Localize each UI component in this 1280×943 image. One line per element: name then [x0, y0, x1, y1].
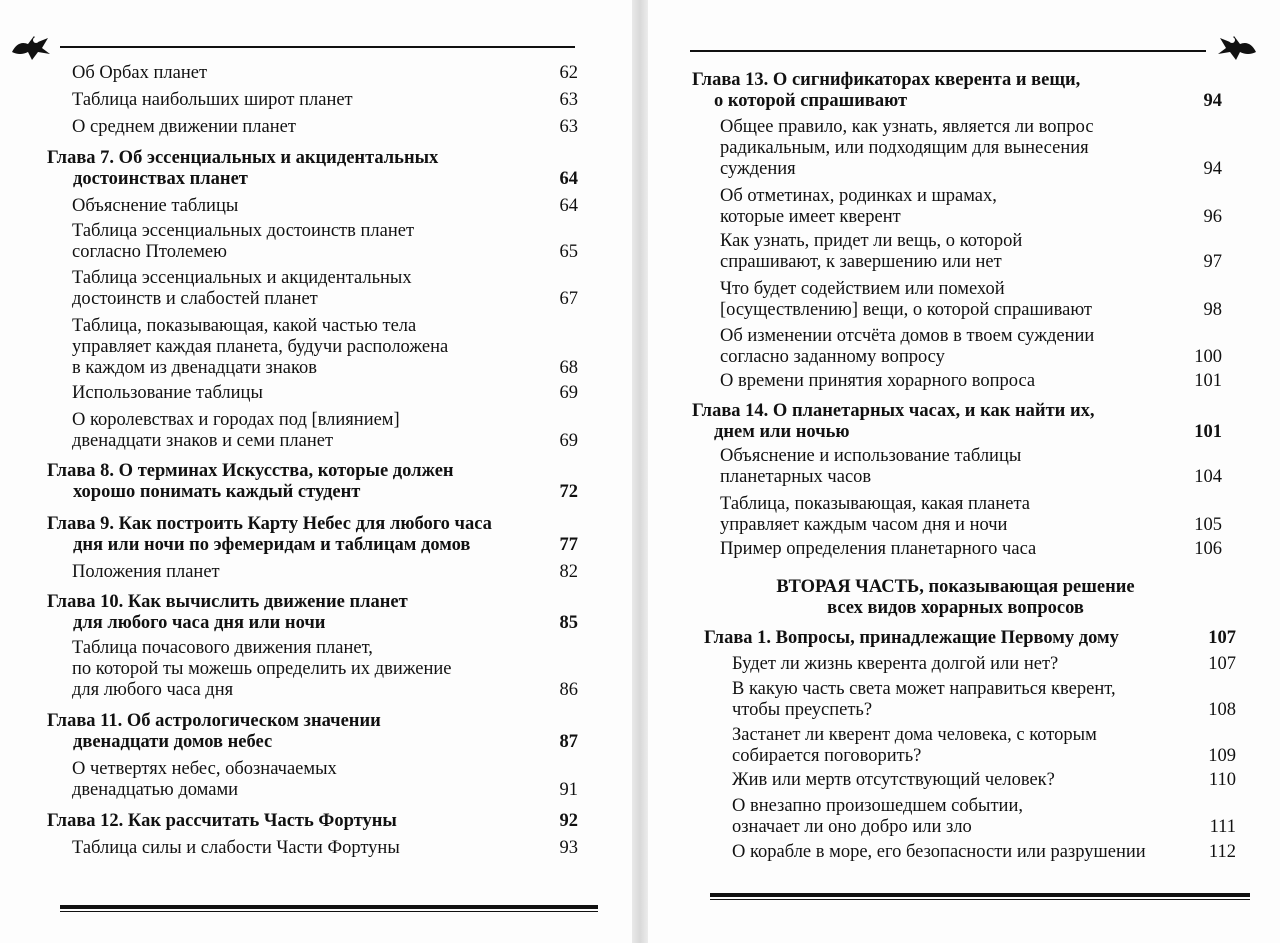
page-number: 64 — [559, 169, 578, 189]
entry-line: О четвертях небес, обозначаемых — [72, 759, 337, 779]
entry-line: [осуществлению] вещи, о которой спрашивают — [720, 300, 1093, 320]
chapter-heading — [47, 461, 454, 503]
page-number: 94 — [1203, 91, 1222, 111]
page-number: 63 — [559, 90, 578, 110]
toc-entry — [72, 383, 263, 404]
entry-line: Как узнать, придет ли вещь, о которой — [720, 231, 1023, 251]
toc-entry — [720, 231, 1022, 273]
entry-line: Глава 9. Как построить Карту Небес для любого часа — [47, 514, 492, 534]
toc-entry — [720, 279, 1092, 321]
entry-line: днем или ночью — [714, 422, 850, 442]
toc-entry — [72, 838, 400, 859]
page-number: 96 — [1203, 207, 1222, 227]
toc-entry — [72, 638, 452, 701]
toc-entry — [72, 410, 400, 452]
entry-line: достоинствах планет — [73, 169, 248, 189]
entry-line: О среднем движении планет — [72, 117, 296, 137]
chapter-heading — [47, 148, 438, 190]
page-number: 106 — [1194, 539, 1222, 559]
toc-entry — [720, 539, 1036, 560]
entry-line: Пример определения планетарного часа — [720, 539, 1037, 559]
entry-line: для любого часа дня — [72, 680, 234, 700]
entry-line: Об изменении отсчёта домов в твоем суждении — [720, 326, 1095, 346]
chapter-heading — [47, 514, 492, 556]
top-rule — [60, 46, 575, 48]
toc-entry — [72, 196, 238, 217]
entry-line: Таблица эссенциальных и акцидентальных — [72, 268, 412, 288]
entry-line: суждения — [720, 159, 796, 179]
toc-entry — [72, 759, 337, 801]
page-number: 107 — [1208, 654, 1236, 674]
entry-line: двенадцати знаков и семи планет — [72, 431, 334, 451]
toc-entry — [720, 117, 1094, 180]
entry-line: Застанет ли кверент дома человека, с которым — [732, 725, 1097, 745]
entry-line: дня или ночи по эфемеридам и таблицам домов — [73, 535, 471, 555]
toc-entry — [72, 562, 220, 583]
entry-line: Объяснение таблицы — [72, 196, 239, 216]
toc-entry — [720, 371, 1035, 392]
entry-line: согласно Птолемею — [72, 242, 227, 262]
entry-line: согласно заданному вопросу — [720, 347, 945, 367]
entry-line: о которой спрашивают — [714, 91, 908, 111]
bottom-rule — [710, 893, 1250, 900]
entry-line: Глава 7. Об эссенциальных и акцидентальных — [47, 148, 439, 168]
page-number: 104 — [1194, 467, 1222, 487]
entry-line: Таблица эссенциальных достоинств планет — [72, 221, 415, 241]
chapter-heading — [47, 711, 381, 753]
page-number: 77 — [559, 535, 578, 555]
entry-line: в каждом из двенадцати знаков — [72, 358, 318, 378]
part-heading-line: всех видов хорарных вопросов — [827, 598, 1084, 618]
entry-line: которые имеет кверент — [720, 207, 901, 227]
gutter — [632, 0, 648, 943]
page-number: 94 — [1203, 159, 1222, 179]
entry-line: хорошо понимать каждый студент — [73, 482, 361, 502]
entry-line: Таблица, показывающая, какая планета — [720, 494, 1030, 514]
chapter-heading — [47, 811, 397, 832]
toc-entry — [72, 221, 414, 263]
entry-line: Таблица силы и слабости Части Фортуны — [72, 838, 400, 858]
entry-line: управляет каждая планета, будучи расположена — [72, 337, 449, 357]
toc-entry — [72, 316, 448, 379]
page-number: 68 — [559, 358, 578, 378]
toc-entry — [732, 796, 1023, 838]
page-number: 105 — [1194, 515, 1222, 535]
page-number: 93 — [559, 838, 578, 858]
page-number: 67 — [559, 289, 578, 309]
chapter-heading — [47, 592, 408, 634]
page-number: 108 — [1208, 700, 1236, 720]
page-number: 107 — [1208, 628, 1236, 648]
page-number: 72 — [559, 482, 578, 502]
ornament-icon — [1214, 30, 1260, 64]
entry-line: Положения планет — [72, 562, 220, 582]
entry-line: О королевствах и городах под [влиянием] — [72, 410, 400, 430]
page-number: 86 — [559, 680, 578, 700]
page-number: 64 — [559, 196, 578, 216]
entry-line: Таблица, показывающая, какой частью тела — [72, 316, 417, 336]
page-number: 87 — [559, 732, 578, 752]
entry-line: Будет ли жизнь кверента долгой или нет? — [732, 654, 1059, 674]
toc-entry — [72, 90, 353, 111]
entry-line: по которой ты можешь определить их движение — [72, 659, 452, 679]
entry-line: Глава 14. О планетарных часах, и как найти их, — [692, 401, 1095, 421]
toc-entry — [720, 446, 1021, 488]
toc-entry — [72, 268, 412, 310]
toc-entry — [72, 117, 296, 138]
page-number: 69 — [559, 431, 578, 451]
entry-line: планетарных часов — [720, 467, 872, 487]
entry-line: Таблица почасового движения планет, — [72, 638, 373, 658]
entry-line: радикальным, или подходящим для вынесения — [720, 138, 1089, 158]
entry-line: О времени принятия хорарного вопроса — [720, 371, 1036, 391]
entry-line: означает ли оно добро или зло — [732, 817, 972, 837]
toc-entry — [732, 770, 1055, 791]
entry-line: Объяснение и использование таблицы — [720, 446, 1022, 466]
entry-line: Жив или мертв отсутствующий человек? — [732, 770, 1055, 790]
page-number: 62 — [559, 63, 578, 83]
entry-line: В какую часть света может направиться кверент, — [732, 679, 1116, 699]
part-heading-line: ВТОРАЯ ЧАСТЬ, показывающая решение — [776, 577, 1135, 597]
entry-line: Глава 10. Как вычислить движение планет — [47, 592, 408, 612]
chapter-heading — [692, 70, 1080, 112]
page-number: 65 — [559, 242, 578, 262]
entry-line: двенадцати домов небес — [73, 732, 273, 752]
page-number: 85 — [559, 613, 578, 633]
entry-line: Глава 1. Вопросы, принадлежащие Первому дому — [704, 628, 1119, 648]
toc-entry — [732, 725, 1097, 767]
toc-entry — [72, 63, 207, 84]
entry-line: управляет каждым часом дня и ночи — [720, 515, 1008, 535]
left-page — [0, 0, 632, 943]
toc-entry — [720, 326, 1094, 368]
entry-line: двенадцатью домами — [72, 780, 239, 800]
page-number: 101 — [1194, 371, 1222, 391]
page-number: 82 — [559, 562, 578, 582]
toc-entry — [720, 494, 1030, 536]
entry-line: Что будет содействием или помехой — [720, 279, 1005, 299]
toc-entry — [732, 679, 1116, 721]
page-number: 110 — [1208, 770, 1236, 790]
page-number: 69 — [559, 383, 578, 403]
page-number: 92 — [559, 811, 578, 831]
entry-line: достоинств и слабостей планет — [72, 289, 318, 309]
page-number: 98 — [1203, 300, 1222, 320]
entry-line: собирается поговорить? — [732, 746, 922, 766]
ornament-icon — [8, 30, 54, 64]
entry-line: Глава 11. Об астрологическом значении — [47, 711, 381, 731]
entry-line: О корабле в море, его безопасности или разрушении — [732, 842, 1146, 862]
entry-line: для любого часа дня или ночи — [73, 613, 326, 633]
page-number: 91 — [559, 780, 578, 800]
page-number: 97 — [1203, 252, 1222, 272]
chapter-heading — [704, 628, 1119, 649]
entry-line: Глава 8. О терминах Искусства, которые должен — [47, 461, 454, 481]
entry-line: Использование таблицы — [72, 383, 263, 403]
page-number: 109 — [1208, 746, 1236, 766]
entry-line: О внезапно произошедшем событии, — [732, 796, 1023, 816]
part-heading — [688, 577, 1223, 619]
toc-entry — [732, 842, 1146, 863]
chapter-heading — [692, 401, 1094, 443]
entry-line: Общее правило, как узнать, является ли вопрос — [720, 117, 1094, 137]
toc-entry — [720, 186, 997, 228]
right-page — [648, 0, 1280, 943]
entry-line: чтобы преуспеть? — [732, 700, 873, 720]
entry-line: Глава 12. Как рассчитать Часть Фортуны — [47, 811, 397, 831]
entry-line: Об отметинах, родинках и шрамах, — [720, 186, 997, 206]
page-number: 100 — [1194, 347, 1222, 367]
page-number: 111 — [1209, 817, 1236, 837]
page-number: 63 — [559, 117, 578, 137]
page-number: 101 — [1194, 422, 1222, 442]
entry-line: спрашивают, к завершению или нет — [720, 252, 1002, 272]
page-number: 112 — [1208, 842, 1236, 862]
entry-line: Глава 13. О сигнификаторах кверента и вещи, — [692, 70, 1081, 90]
bottom-rule — [60, 905, 598, 912]
toc-entry — [732, 654, 1058, 675]
top-rule — [690, 50, 1206, 52]
entry-line: Таблица наибольших широт планет — [72, 90, 353, 110]
entry-line: Об Орбах планет — [72, 63, 208, 83]
